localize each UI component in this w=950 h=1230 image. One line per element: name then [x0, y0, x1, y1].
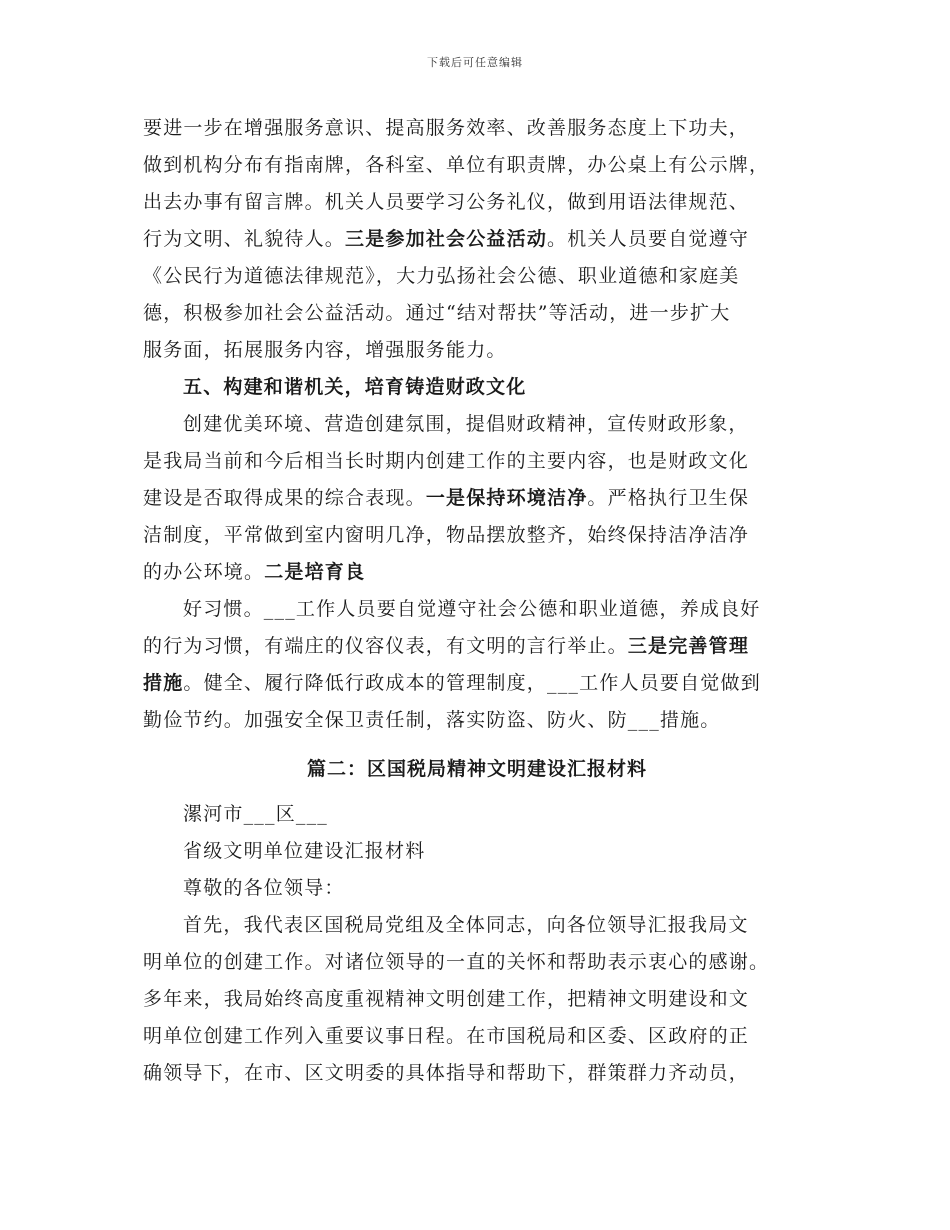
- salutation: 尊敬的各位领导：: [183, 877, 345, 899]
- paragraph-line: 漯河市___区___: [183, 803, 329, 825]
- bold-phrase: 三是完善管理: [627, 635, 750, 657]
- paragraph-line: 勤俭节约。加强安全保卫责任制，落实防盗、防火、防___措施。: [143, 709, 721, 731]
- paragraph-line: 《公民行为道德法律规范》，大力弘扬社会公德、职业道德和家庭美: [143, 265, 740, 287]
- paragraph-line: 德，积极参加社会公益活动。通过“结对帮扶”等活动，进一步扩大: [143, 302, 731, 324]
- bold-phrase: 二是培育良: [264, 561, 366, 583]
- paragraph-line: 多年来，我局始终高度重视精神文明创建工作，把精神文明建设和文: [143, 988, 750, 1010]
- paragraph-line: 行为文明、礼貌待人。三是参加社会公益活动。机关人员要自觉遵守: [143, 228, 750, 250]
- page-header: 下载后可任意编辑: [427, 56, 523, 69]
- paragraph-line: 明单位创建工作列入重要议事日程。在市国税局和区委、区政府的正: [143, 1025, 750, 1047]
- document-body: [143, 110, 811, 1092]
- paragraph-line: 首先，我代表区国税局党组及全体同志，向各位领导汇报我局文: [183, 914, 749, 936]
- bold-phrase: 一是保持环境洁净: [425, 487, 588, 509]
- paragraph-line: 洁制度，平常做到室内窗明几净，物品摆放整齐，始终保持洁净洁净: [143, 524, 750, 546]
- paragraph-line: 措施。健全、履行降低行政成本的管理制度，___工作人员要自觉做到: [143, 672, 761, 694]
- paragraph-line: 创建优美环境、营造创建氛围，提倡财政精神，宣传财政形象，: [183, 413, 749, 435]
- bold-phrase: 措施: [143, 672, 184, 694]
- bold-phrase: 三是参加社会公益活动: [345, 228, 548, 250]
- paragraph-line: 的办公环境。二是培育良: [143, 561, 366, 583]
- paragraph-line: 要进一步在增强服务意识、提高服务效率、改善服务态度上下功夫，: [143, 117, 750, 139]
- paragraph-line: 出去办事有留言牌。机关人员要学习公务礼仪，做到用语法律规范、: [143, 191, 750, 213]
- paragraph-line: 省级文明单位建设汇报材料: [183, 840, 426, 862]
- paragraph-line: 确领导下，在市、区文明委的具体指导和帮助下，群策群力齐动员，: [143, 1062, 750, 1084]
- paragraph-line: 明单位的创建工作。对诸位领导的一直的关怀和帮助表示衷心的感谢。: [143, 951, 770, 973]
- paragraph-line: 是我局当前和今后相当长时期内创建工作的主要内容，也是财政文化: [143, 450, 750, 472]
- paragraph-line: 服务面，拓展服务内容，增强服务能力。: [143, 339, 507, 361]
- paragraph-line: 的行为习惯，有端庄的仪容仪表，有文明的言行举止。三是完善管理: [143, 635, 750, 657]
- section-heading: 五、构建和谐机关，培育铸造财政文化: [183, 376, 527, 398]
- paragraph-line: 建设是否取得成果的综合表现。一是保持环境洁净。严格执行卫生保: [143, 487, 750, 509]
- paragraph-line: 做到机构分布有指南牌，各科室、单位有职责牌，办公桌上有公示牌，: [143, 154, 770, 176]
- paragraph-line: 好习惯。___工作人员要自觉遵守社会公德和职业道德，养成良好: [183, 598, 761, 620]
- document-title: 篇二：区国税局精神文明建设汇报材料: [306, 758, 647, 780]
